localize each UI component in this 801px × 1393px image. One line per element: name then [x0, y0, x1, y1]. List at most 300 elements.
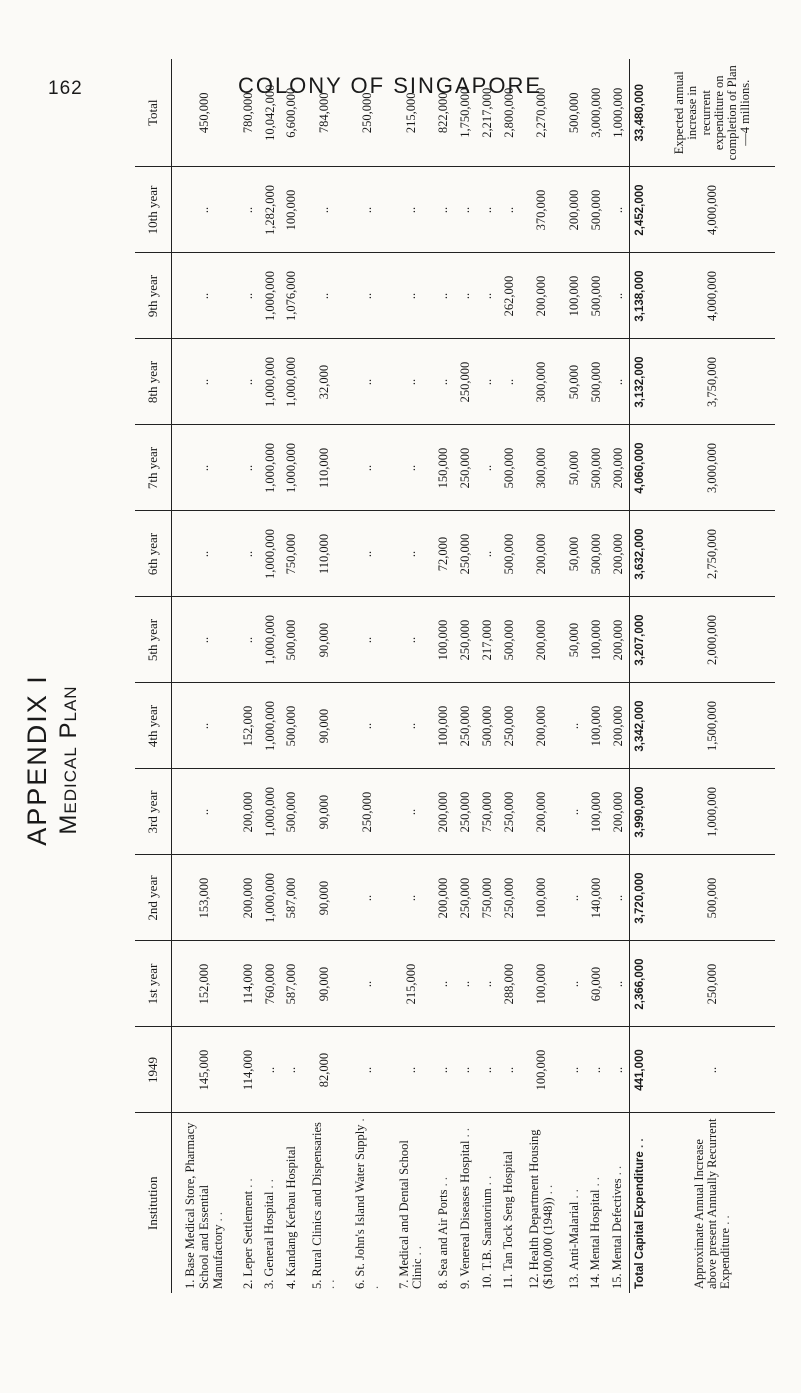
institution-number: 10.: [479, 1273, 494, 1289]
section-title: Medical Plan: [55, 685, 82, 835]
value-cell: ..: [346, 511, 389, 597]
value-cell: ..: [564, 855, 586, 941]
value-cell: 1,000,000: [259, 425, 281, 511]
value-cell: ..: [346, 597, 389, 683]
value-cell: 90,000: [303, 769, 346, 855]
total-value-cell: 2,452,000: [630, 167, 651, 253]
table-row: [390, 59, 433, 1293]
value-cell: 200,000: [607, 425, 630, 511]
value-cell: ..: [390, 1027, 433, 1113]
column-header: Institution: [135, 1113, 172, 1293]
value-cell: 250,000: [455, 511, 477, 597]
running-head: COLONY OF SINGAPORE: [237, 73, 543, 98]
value-cell: 50,000: [564, 597, 586, 683]
institution-cell: [564, 1113, 586, 1293]
value-cell: ..: [477, 941, 499, 1027]
value-cell: 1,000,000: [259, 597, 281, 683]
value-cell: ..: [172, 597, 238, 683]
institution-number: 13.: [566, 1273, 581, 1289]
value-cell: 780,000: [238, 59, 260, 167]
value-cell: 750,000: [281, 511, 303, 597]
total-value-cell: 3,342,000: [630, 683, 651, 769]
dot-leader: . .: [633, 1138, 646, 1148]
value-cell: ..: [390, 597, 433, 683]
total-value-cell: 2,366,000: [630, 941, 651, 1027]
value-cell: 1,000,000: [259, 683, 281, 769]
value-cell: 140,000: [585, 855, 607, 941]
value-cell: ..: [477, 167, 499, 253]
annual-total-note: Expected annual increase in recurrent expenditure on completion of Plan—4 millions.: [650, 59, 775, 167]
value-cell: 1,000,000: [259, 339, 281, 425]
value-cell: 90,000: [303, 683, 346, 769]
value-cell: 114,000: [238, 941, 260, 1027]
value-cell: 110,000: [303, 511, 346, 597]
value-cell: 90,000: [303, 597, 346, 683]
value-cell: ..: [477, 1027, 499, 1113]
column-header: 4th year: [135, 683, 172, 769]
value-cell: ..: [346, 167, 389, 253]
value-cell: 1,076,000: [281, 253, 303, 339]
institution-cell: [650, 1113, 775, 1293]
value-cell: 1,000,000: [281, 425, 303, 511]
table-body: [172, 59, 776, 1293]
value-cell: 250,000: [346, 59, 389, 167]
value-cell: 32,000: [303, 339, 346, 425]
value-cell: 500,000: [498, 597, 520, 683]
table-row: [585, 59, 607, 1293]
value-cell: ..: [238, 339, 260, 425]
value-cell: ..: [607, 1027, 630, 1113]
total-value-cell: 3,990,000: [630, 769, 651, 855]
value-cell: ..: [433, 1027, 455, 1113]
value-cell: 2,217,000: [477, 59, 499, 167]
value-cell: 250,000: [498, 855, 520, 941]
value-cell: ..: [585, 1027, 607, 1113]
institution-cell: [172, 1113, 238, 1293]
value-cell: 250,000: [455, 769, 477, 855]
value-cell: 2,800,000: [498, 59, 520, 167]
institution-number: 1.: [183, 1279, 198, 1289]
annual-value-cell: ..: [650, 1027, 775, 1113]
value-cell: ..: [564, 683, 586, 769]
medical-plan-table: [135, 59, 775, 1293]
institution-cell: [585, 1113, 607, 1293]
table-row: [346, 59, 389, 1293]
dot-leader: . .: [210, 1211, 225, 1222]
value-cell: 90,000: [303, 855, 346, 941]
institution-label: Total Capital Expenditure: [633, 1151, 646, 1289]
institution-label: General Hospital: [262, 1191, 277, 1277]
value-cell: 250,000: [346, 769, 389, 855]
total-value-cell: 33,480,000: [630, 59, 651, 167]
value-cell: 100,000: [564, 253, 586, 339]
value-cell: 500,000: [498, 511, 520, 597]
value-cell: ..: [433, 253, 455, 339]
value-cell: 50,000: [564, 511, 586, 597]
value-cell: 153,000: [172, 855, 238, 941]
value-cell: ..: [390, 339, 433, 425]
value-cell: 500,000: [585, 253, 607, 339]
institution-label: Base Medical Store, Pharmacy School and Essential Manufactory: [183, 1122, 225, 1289]
page-number: 162: [48, 78, 83, 99]
value-cell: ..: [477, 253, 499, 339]
dot-leader: . .: [262, 1179, 277, 1189]
institution-cell: [455, 1113, 477, 1293]
value-cell: 1,000,000: [281, 339, 303, 425]
value-cell: ..: [564, 1027, 586, 1113]
institution-cell: [498, 1113, 520, 1293]
value-cell: 250,000: [455, 339, 477, 425]
appendix-title: APPENDIX I: [22, 674, 52, 846]
institution-label: Mental Defectives: [610, 1178, 625, 1271]
value-cell: ..: [346, 339, 389, 425]
column-header: 1st year: [135, 941, 172, 1027]
value-cell: ..: [607, 941, 630, 1027]
dot-leader: . .: [323, 1279, 338, 1289]
value-cell: 750,000: [477, 855, 499, 941]
value-cell: ..: [281, 1027, 303, 1113]
column-header: Total: [135, 59, 172, 167]
value-cell: 150,000: [433, 425, 455, 511]
value-cell: 100,000: [433, 683, 455, 769]
dot-leader: . .: [610, 1165, 625, 1176]
annual-value-cell: 3,750,000: [650, 339, 775, 425]
header-row: [135, 59, 172, 1293]
institution-label: Health Department Housing ($100,000 (1948)): [527, 1129, 555, 1289]
institution-label: St. John's Island Water Supply: [353, 1124, 368, 1277]
institution-number: 9.: [457, 1279, 472, 1289]
value-cell: 1,000,000: [259, 511, 281, 597]
value-cell: 500,000: [585, 339, 607, 425]
value-cell: ..: [346, 683, 389, 769]
column-header: 1949: [135, 1027, 172, 1113]
table-row: [238, 59, 260, 1293]
value-cell: 1,750,000: [455, 59, 477, 167]
institution-label: Anti-Malarial: [566, 1201, 581, 1271]
value-cell: 500,000: [585, 425, 607, 511]
value-cell: 200,000: [607, 597, 630, 683]
value-cell: 200,000: [238, 769, 260, 855]
value-cell: ..: [607, 855, 630, 941]
value-cell: ..: [172, 425, 238, 511]
value-cell: 200,000: [607, 683, 630, 769]
value-cell: ..: [390, 855, 433, 941]
value-cell: 200,000: [520, 769, 563, 855]
table-row: [281, 59, 303, 1293]
value-cell: ..: [607, 339, 630, 425]
value-cell: 200,000: [520, 597, 563, 683]
value-cell: ..: [390, 253, 433, 339]
value-cell: 200,000: [607, 511, 630, 597]
value-cell: 587,000: [281, 855, 303, 941]
value-cell: ..: [477, 339, 499, 425]
value-cell: ..: [303, 167, 346, 253]
institution-label: Tan Tock Seng Hospital: [501, 1150, 516, 1271]
value-cell: ..: [564, 941, 586, 1027]
total-value-cell: 4,060,000: [630, 425, 651, 511]
value-cell: ..: [238, 511, 260, 597]
institution-cell: [259, 1113, 281, 1293]
table-row: [477, 59, 499, 1293]
institution-label: Mental Hospital: [588, 1189, 603, 1271]
value-cell: 100,000: [520, 1027, 563, 1113]
value-cell: 784,000: [303, 59, 346, 167]
value-cell: 50,000: [564, 425, 586, 511]
value-cell: 60,000: [585, 941, 607, 1027]
value-cell: 72,000: [433, 511, 455, 597]
value-cell: ..: [238, 425, 260, 511]
value-cell: ..: [346, 1027, 389, 1113]
value-cell: 370,000: [520, 167, 563, 253]
column-header: 9th year: [135, 253, 172, 339]
dot-leader: . .: [566, 1189, 581, 1199]
value-cell: ..: [455, 941, 477, 1027]
value-cell: 822,000: [433, 59, 455, 167]
institution-cell: [281, 1113, 303, 1293]
institution-number: 4.: [283, 1279, 298, 1289]
value-cell: ..: [564, 769, 586, 855]
value-cell: ..: [172, 769, 238, 855]
value-cell: 250,000: [455, 855, 477, 941]
value-cell: 82,000: [303, 1027, 346, 1113]
institution-cell: [346, 1113, 389, 1293]
value-cell: 450,000: [172, 59, 238, 167]
institution-label: Rural Clinics and Dispensaries: [309, 1122, 324, 1277]
total-value-cell: 3,138,000: [630, 253, 651, 339]
institution-label: Venereal Diseases Hospital: [457, 1140, 472, 1277]
value-cell: 100,000: [585, 769, 607, 855]
institution-number: 7.: [396, 1279, 411, 1289]
institution-cell: [520, 1113, 563, 1293]
column-header: 7th year: [135, 425, 172, 511]
institution-number: 2.: [240, 1279, 255, 1289]
value-cell: 200,000: [238, 855, 260, 941]
annual-value-cell: 1,000,000: [650, 769, 775, 855]
institution-label: Sea and Air Ports: [436, 1189, 451, 1277]
table-row: [433, 59, 455, 1293]
column-header: 6th year: [135, 511, 172, 597]
institution-number: 11.: [501, 1273, 516, 1289]
value-cell: 215,000: [390, 59, 433, 167]
value-cell: ..: [172, 511, 238, 597]
value-cell: 100,000: [585, 683, 607, 769]
value-cell: 250,000: [498, 683, 520, 769]
value-cell: 217,000: [477, 597, 499, 683]
value-cell: ..: [172, 339, 238, 425]
column-header: 2nd year: [135, 855, 172, 941]
value-cell: ..: [390, 425, 433, 511]
value-cell: 200,000: [520, 511, 563, 597]
value-cell: ..: [477, 425, 499, 511]
institution-number: 15.: [610, 1273, 625, 1289]
value-cell: 760,000: [259, 941, 281, 1027]
table-row: [172, 59, 238, 1293]
value-cell: 100,000: [585, 597, 607, 683]
value-cell: 200,000: [433, 855, 455, 941]
institution-number: 3.: [262, 1279, 277, 1289]
column-header: 3rd year: [135, 769, 172, 855]
institution-cell: [607, 1113, 630, 1293]
table-row: [607, 59, 630, 1293]
annual-value-cell: 3,000,000: [650, 425, 775, 511]
value-cell: ..: [172, 683, 238, 769]
total-value-cell: 441,000: [630, 1027, 651, 1113]
value-cell: ..: [498, 339, 520, 425]
total-value-cell: 3,632,000: [630, 511, 651, 597]
annual-value-cell: 500,000: [650, 855, 775, 941]
annual-value-cell: 4,000,000: [650, 167, 775, 253]
value-cell: 100,000: [520, 855, 563, 941]
value-cell: 10,042,000: [259, 59, 281, 167]
table-row: [303, 59, 346, 1293]
value-cell: 152,000: [172, 941, 238, 1027]
value-cell: ..: [455, 167, 477, 253]
value-cell: 500,000: [477, 683, 499, 769]
dot-leader: . .: [410, 1245, 425, 1256]
value-cell: 1,000,000: [607, 59, 630, 167]
institution-cell: [477, 1113, 499, 1293]
value-cell: 50,000: [564, 339, 586, 425]
total-row: [630, 59, 651, 1293]
value-cell: 750,000: [477, 769, 499, 855]
table-row: [259, 59, 281, 1293]
dot-leader: . .: [718, 1215, 733, 1225]
institution-number: 14.: [588, 1273, 603, 1289]
institution-label: Kandang Kerbau Hospital: [283, 1146, 298, 1277]
annual-value-cell: 2,750,000: [650, 511, 775, 597]
value-cell: ..: [238, 167, 260, 253]
institution-cell: [630, 1113, 651, 1293]
annual-value-cell: 1,500,000: [650, 683, 775, 769]
value-cell: ..: [238, 253, 260, 339]
annual-value-cell: 4,000,000: [650, 253, 775, 339]
value-cell: 288,000: [498, 941, 520, 1027]
institution-label: Leper Settlement: [240, 1190, 255, 1277]
value-cell: 2,270,000: [520, 59, 563, 167]
dot-leader: . .: [540, 1184, 555, 1195]
value-cell: 250,000: [455, 683, 477, 769]
value-cell: ..: [455, 1027, 477, 1113]
value-cell: 90,000: [303, 941, 346, 1027]
value-cell: ..: [390, 683, 433, 769]
institution-cell: [390, 1113, 433, 1293]
value-cell: ..: [346, 253, 389, 339]
value-cell: 114,000: [238, 1027, 260, 1113]
value-cell: ..: [498, 1027, 520, 1113]
value-cell: ..: [346, 941, 389, 1027]
institution-number: 8.: [436, 1279, 451, 1289]
institution-number: 5.: [309, 1279, 324, 1289]
value-cell: 300,000: [520, 339, 563, 425]
value-cell: ..: [433, 339, 455, 425]
table-row: [520, 59, 563, 1293]
value-cell: ..: [303, 253, 346, 339]
value-cell: 250,000: [455, 425, 477, 511]
value-cell: ..: [433, 941, 455, 1027]
column-header: 5th year: [135, 597, 172, 683]
column-header: 8th year: [135, 339, 172, 425]
value-cell: 500,000: [498, 425, 520, 511]
value-cell: 152,000: [238, 683, 260, 769]
column-header: 10th year: [135, 167, 172, 253]
value-cell: 200,000: [564, 167, 586, 253]
dot-leader: . .: [240, 1178, 255, 1188]
value-cell: 500,000: [281, 597, 303, 683]
value-cell: 3,000,000: [585, 59, 607, 167]
annual-value-cell: 250,000: [650, 941, 775, 1027]
institution-number: 12.: [527, 1273, 542, 1289]
institution-label: Approximate Annual Increase above present Annually Recurrent Expenditure: [691, 1118, 733, 1289]
dot-leader: . .: [588, 1176, 603, 1187]
value-cell: 145,000: [172, 1027, 238, 1113]
value-cell: 110,000: [303, 425, 346, 511]
value-cell: ..: [390, 769, 433, 855]
value-cell: 250,000: [455, 597, 477, 683]
value-cell: ..: [390, 167, 433, 253]
total-value-cell: 3,207,000: [630, 597, 651, 683]
value-cell: ..: [607, 253, 630, 339]
value-cell: ..: [172, 253, 238, 339]
value-cell: ..: [390, 511, 433, 597]
value-cell: ..: [346, 855, 389, 941]
value-cell: 500,000: [585, 167, 607, 253]
value-cell: ..: [498, 167, 520, 253]
dot-leader: . .: [436, 1176, 451, 1187]
dot-leader: . .: [457, 1128, 472, 1138]
annual-value-cell: 2,000,000: [650, 597, 775, 683]
value-cell: 200,000: [433, 769, 455, 855]
value-cell: 6,600,000: [281, 59, 303, 167]
institution-cell: [433, 1113, 455, 1293]
value-cell: 500,000: [564, 59, 586, 167]
institution-cell: [238, 1113, 260, 1293]
value-cell: ..: [238, 597, 260, 683]
value-cell: 1,000,000: [259, 769, 281, 855]
institution-label: Medical and Dental School Clinic: [396, 1140, 425, 1289]
value-cell: 500,000: [585, 511, 607, 597]
value-cell: 500,000: [281, 769, 303, 855]
value-cell: 200,000: [520, 253, 563, 339]
side-heading: [20, 674, 84, 846]
dot-leader: . .: [353, 1118, 381, 1289]
value-cell: ..: [433, 167, 455, 253]
value-cell: ..: [259, 1027, 281, 1113]
institution-number: 6.: [353, 1279, 368, 1289]
annual-increase-row: [650, 59, 775, 1293]
value-cell: 1,000,000: [259, 253, 281, 339]
value-cell: 262,000: [498, 253, 520, 339]
table-row: [498, 59, 520, 1293]
institution-label: T.B. Sanatorium: [479, 1188, 494, 1271]
value-cell: ..: [455, 253, 477, 339]
value-cell: 215,000: [390, 941, 433, 1027]
value-cell: 200,000: [607, 769, 630, 855]
value-cell: 1,282,000: [259, 167, 281, 253]
table-row: [564, 59, 586, 1293]
value-cell: 300,000: [520, 425, 563, 511]
value-cell: 1,000,000: [259, 855, 281, 941]
total-value-cell: 3,132,000: [630, 339, 651, 425]
value-cell: ..: [607, 167, 630, 253]
total-value-cell: 3,720,000: [630, 855, 651, 941]
dot-leader: . .: [479, 1175, 494, 1186]
table-row: [455, 59, 477, 1293]
value-cell: 500,000: [281, 683, 303, 769]
value-cell: ..: [172, 167, 238, 253]
value-cell: 200,000: [520, 683, 563, 769]
value-cell: 250,000: [498, 769, 520, 855]
value-cell: 100,000: [433, 597, 455, 683]
